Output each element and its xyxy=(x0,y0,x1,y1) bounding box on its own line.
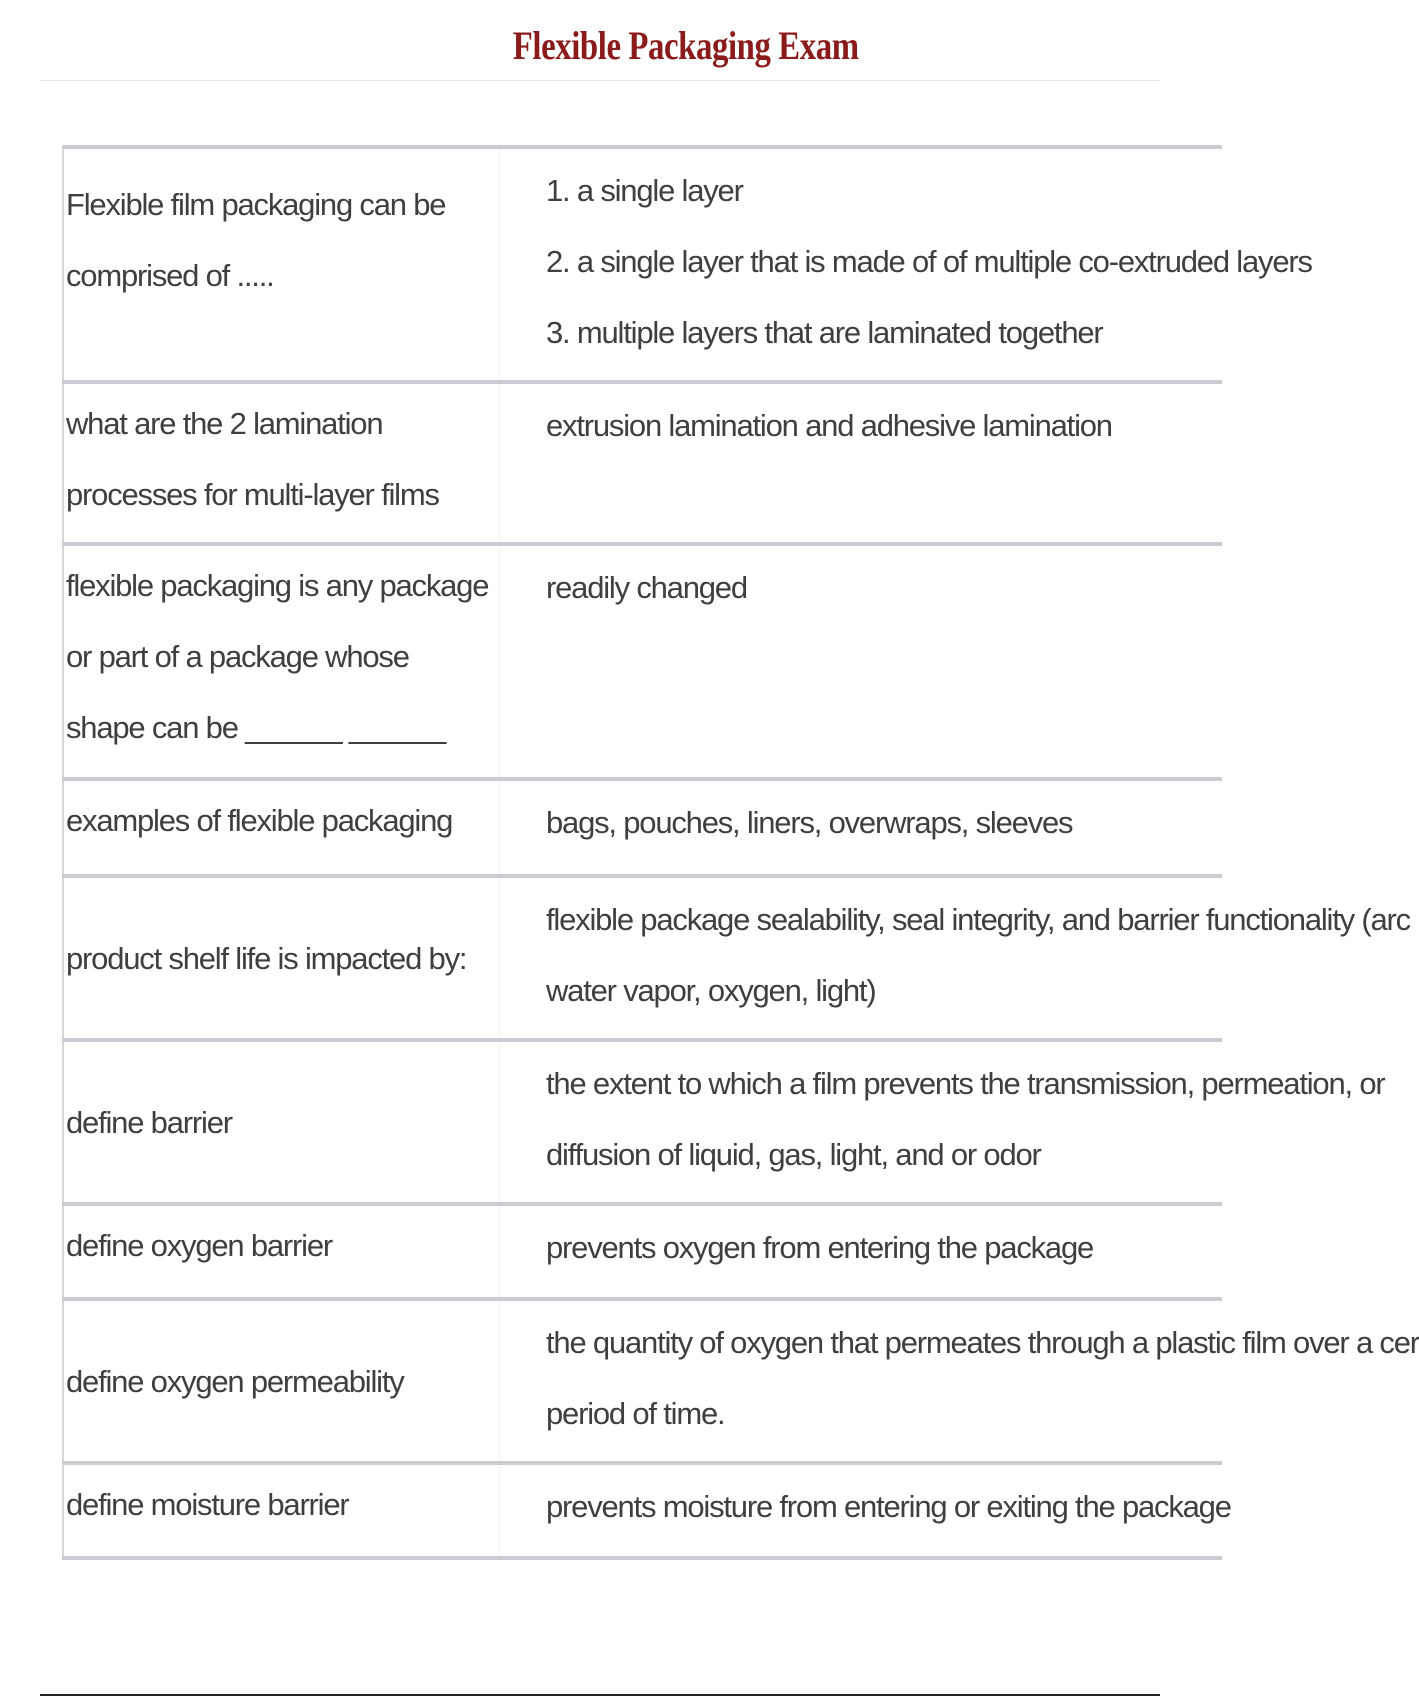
term-cell: flexible packaging is any package or part of a package whose shape can be ______ ______ xyxy=(63,544,500,779)
table-row xyxy=(63,147,1222,382)
term-cell: define barrier xyxy=(63,1040,500,1204)
table-row xyxy=(63,1299,1222,1463)
table-row xyxy=(63,876,1222,1040)
definition-cell xyxy=(500,779,1223,876)
definition-cell xyxy=(500,1040,1385,1204)
term-cell: define oxygen barrier xyxy=(63,1204,500,1299)
definition-line: prevents moisture from entering or exiting the package xyxy=(546,1489,1231,1524)
table-row xyxy=(63,1040,1222,1204)
definition-line: water vapor, oxygen, light) xyxy=(546,973,876,1008)
table-row xyxy=(63,1463,1222,1558)
definition-line: prevents oxygen from entering the package xyxy=(546,1230,1094,1265)
definition-cell xyxy=(500,1204,1223,1299)
definition-line: the quantity of oxygen that permeates through a plastic film over a cer xyxy=(546,1325,1419,1360)
definition-line: 3. multiple layers that are laminated together xyxy=(546,315,1103,350)
bottom-divider xyxy=(40,1694,1160,1696)
definition-line: period of time. xyxy=(546,1396,725,1431)
table-row xyxy=(63,544,1222,779)
page-title: Flexible Packaging Exam xyxy=(512,23,859,68)
definition-cell xyxy=(500,147,1312,382)
definition-cell xyxy=(500,876,1410,1040)
term-cell: define moisture barrier xyxy=(63,1463,500,1558)
definition-line: extrusion lamination and adhesive lamination xyxy=(546,408,1112,443)
title-divider xyxy=(40,80,1160,81)
definition-line: flexible package sealability, seal integrity, and barrier functionality (arc xyxy=(546,902,1410,937)
table-row xyxy=(63,779,1222,876)
term-cell: examples of flexible packaging xyxy=(63,779,500,876)
definition-line: 1. a single layer xyxy=(546,173,743,208)
term-cell: Flexible film packaging can be comprised of ..... xyxy=(63,147,500,382)
term-cell: what are the 2 lamination processes for multi-layer films xyxy=(63,382,500,544)
table-row xyxy=(63,1204,1222,1299)
definition-line: bags, pouches, liners, overwraps, sleeves xyxy=(546,805,1073,840)
definition-cell xyxy=(500,1463,1231,1558)
definition-line: diffusion of liquid, gas, light, and or odor xyxy=(546,1137,1041,1172)
term-cell: define oxygen permeability xyxy=(63,1299,500,1463)
definition-line: 2. a single layer that is made of of multiple co-extruded layers xyxy=(546,244,1312,279)
table-row xyxy=(63,382,1222,544)
definition-cell xyxy=(500,382,1223,544)
term-cell: product shelf life is impacted by: xyxy=(63,876,500,1040)
definition-line: readily changed xyxy=(546,570,747,605)
definition-cell xyxy=(500,1299,1419,1463)
definition-line: the extent to which a film prevents the transmission, permeation, or xyxy=(546,1066,1385,1101)
flashcard-table xyxy=(62,145,1419,1560)
definition-cell xyxy=(500,544,1223,779)
